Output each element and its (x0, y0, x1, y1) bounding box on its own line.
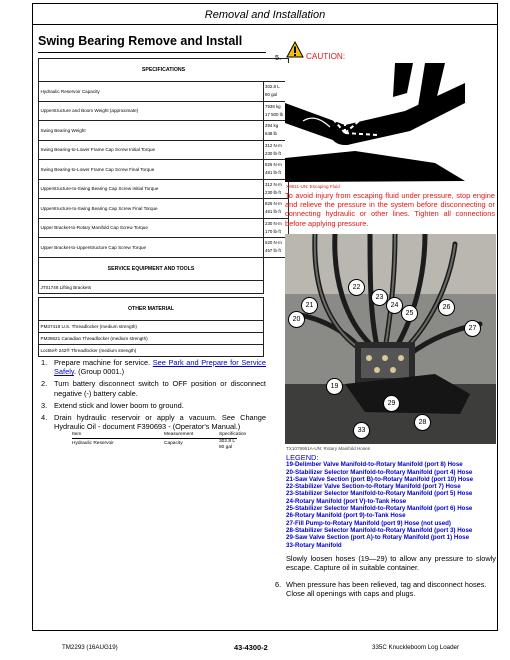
spec-value-metric: 826 N·m (265, 162, 282, 168)
material-item: PM37418 U.S. Threadlocker (medium strength) (39, 321, 264, 333)
section-header: Removal and Installation (204, 9, 326, 21)
spec-label: Upperstructure-to-Swing Bearing Cap Screw Final Torque (39, 199, 264, 219)
spec-value-metric: 312 N·m (265, 181, 282, 187)
step-number: 6. (275, 580, 282, 589)
table-row (39, 82, 289, 102)
legend-item: 27-Fill Pump-to-Rotary Manifold (port 9) Hose (not used) (286, 519, 451, 527)
spec-value-imperial: 481 lb·ft (265, 209, 281, 215)
footer-machine-name: 335C Knuckleboom Log Loader (372, 644, 460, 651)
mini-item: Hydraulic Reservoir (72, 441, 114, 447)
step-4 (38, 413, 266, 451)
spec-value-metric: 302.8 L (265, 84, 280, 90)
title-underline (38, 52, 266, 53)
step-number: 2. (41, 379, 48, 389)
mini-measurement: Capacity (164, 441, 183, 447)
step-text: Drain hydraulic reservoir or apply a vacuum. See Change Hydraulic Oil - document F390693 - (Operator's Manual.) (54, 413, 266, 432)
legend-item: 33-Rotary Manifold (286, 541, 342, 549)
step-number: 3. (41, 400, 48, 410)
table-row (39, 121, 289, 141)
mini-table-header (72, 432, 282, 439)
spec-value-imperial: 457 lb·ft (265, 248, 281, 254)
spec-label: Swing Bearing Weight (39, 121, 264, 141)
table-row (39, 179, 289, 199)
table-row (39, 238, 289, 258)
table-row (39, 218, 289, 238)
callout-28: 28 (414, 414, 431, 431)
callout-20: 20 (288, 311, 305, 328)
caution-text: To avoid injury from escaping fluid under pressure, stop engine and relieve the pressure in the system before disconnecting or connecting hydraulic or other lines. Tighten all connections before applying pressure. (285, 191, 495, 228)
legend-item: 25-Stabilizer Selector Manifold-to-Rotary Manifold (port 6) Hose (286, 505, 473, 513)
spec-value-imperial: 481 lb·ft (265, 170, 281, 176)
mini-spec-metric: 302.8 L (219, 439, 236, 445)
spec-value-metric: 312 N·m (265, 142, 282, 148)
legend-item: 29-Saw Valve Section (port A)-to Rotary Manifold (port 1) Hose (286, 534, 470, 542)
spec-label: Upper Bracket-to-Rotary Manifold Cap Screw Torque (39, 218, 264, 238)
reservoir-spec-table (72, 432, 282, 451)
step-1 (38, 358, 266, 376)
legend-item: 24-Rotary Manifold (port V)-to-Tank Hose (286, 497, 407, 505)
warning-triangle-icon (286, 41, 304, 58)
callout-27: 27 (464, 320, 481, 337)
step-text: When pressure has been relieved, tag and disconnect hoses. Close all openings with caps and plugs. (286, 580, 487, 599)
step-3 (38, 401, 266, 410)
callout-24: 24 (386, 297, 403, 314)
service-equipment-table (38, 257, 264, 294)
escaping-fluid-illustration (285, 63, 465, 182)
callout-22: 22 (348, 279, 365, 296)
step-5-number: 5. (275, 53, 282, 62)
spec-value-imperial: 648 lb (265, 131, 277, 137)
spec-value-metric: 620 N·m (265, 240, 282, 246)
table-row (39, 140, 289, 160)
callout-21: 21 (301, 297, 318, 314)
legend-item: 23-Stabilizer Selector Manifold-to-Rotary Manifold (port 5) Hose (286, 490, 473, 498)
callout-23: 23 (371, 289, 388, 306)
spec-label: Hydraulic Reservoir Capacity (39, 82, 264, 102)
legend-item: 22-Stabilizer Valve Section-to-Rotary Manifold (port 7) Hose (286, 483, 461, 491)
caution-label: CAUTION: (306, 52, 346, 61)
escaping-fluid-caption: X9811-UN: Escaping Fluid (286, 184, 340, 189)
legend-item: 21-Saw Valve Section (port B)-to-Rotary Manifold (port 10) Hose (286, 475, 474, 483)
table-row (39, 281, 264, 294)
spec-value-imperial: 230 lb·ft (265, 150, 281, 156)
legend (286, 454, 496, 549)
loosen-hoses-instruction: Slowly loosen hoses (19—29) to allow any pressure to slowly escape. Capture oil in suitable container. (286, 554, 496, 573)
spec-value-imperial: 170 lb·ft (265, 228, 281, 234)
material-item: PM38621 Canadian Threadlocker (medium strength) (39, 333, 264, 345)
spec-value-imperial: 230 lb·ft (265, 189, 281, 195)
mini-spec-imperial: 80 gal (219, 445, 233, 451)
spec-value-imperial: 17 500 lb (265, 111, 284, 117)
header-divider (32, 24, 498, 25)
table-row (39, 321, 264, 333)
rotary-manifold-hoses-photo (285, 234, 496, 444)
other-material-table (38, 297, 264, 357)
material-item: Loctite® 242® Threadlocker (medium strength) (39, 345, 264, 357)
footer-page-number: 43-4300-2 (234, 643, 268, 652)
step-number: 1. (41, 358, 48, 367)
spec-label: Upperstructure-to-Swing Bearing Cap Screw Initial Torque (39, 179, 264, 199)
spec-value-metric: 230 N·m (265, 220, 282, 226)
spec-value-metric: 294 kg (265, 123, 279, 129)
step-text-suffix: . (Group 0001.) (74, 367, 125, 377)
specifications-table (38, 58, 289, 258)
procedure-steps (38, 358, 266, 454)
park-and-prepare-link[interactable]: See Park and Prepare for Service Safely (54, 358, 266, 377)
mini-header-measurement: Measurement (164, 432, 194, 438)
page-title: Swing Bearing Remove and Install (38, 34, 243, 48)
legend-item: 28-Stabilizer Selector Manifold-to-Rotary Manifold (port 3) Hose (286, 526, 473, 534)
step-2 (38, 379, 266, 397)
step-text: Extend stick and lower boom to ground. (54, 400, 184, 410)
callout-19: 19 (326, 378, 343, 395)
specifications-heading: SPECIFICATIONS (39, 59, 289, 82)
table-row (39, 345, 264, 357)
mini-header-specification: Specification (219, 432, 247, 438)
legend-item: 19-Delimber Valve Manifold-to-Rotary Manifold (port 8) Hose (286, 461, 463, 469)
callout-26: 26 (438, 299, 455, 316)
callout-29: 29 (383, 395, 400, 412)
rotary-manifold-caption: TX1079951A-UN: Rotary Manifold Hoses (286, 446, 371, 451)
legend-item: 26-Rotary Manifold (port 9)-to-Tank Hose (286, 512, 406, 520)
table-row (39, 101, 289, 121)
spec-value-metric: 7938 kg (265, 103, 281, 109)
equipment-item: JT01748 Lifting Brackets (39, 281, 264, 294)
equipment-heading: SERVICE EQUIPMENT AND TOOLS (39, 258, 264, 281)
mini-table-row (72, 439, 282, 451)
step-number: 4. (41, 413, 48, 423)
spec-value-imperial: 80 gal (265, 92, 277, 98)
legend-title: LEGEND: (286, 453, 319, 462)
step-text: Turn battery disconnect switch to OFF position or disconnect negative (-) battery cable. (54, 379, 266, 398)
callout-33: 33 (353, 422, 370, 439)
spec-label: Swing Bearing-to-Lower Frame Cap Screw Initial Torque (39, 140, 264, 160)
spec-label: Swing Bearing-to-Lower Frame Cap Screw Final Torque (39, 160, 264, 180)
spec-label: Upperstructure and Boom Weight (approximate) (39, 101, 264, 121)
material-heading: OTHER MATERIAL (39, 298, 264, 321)
spec-value-metric: 826 N·m (265, 201, 282, 207)
legend-item: 20-Stabilizer Selector Manifold-to-Rotary Manifold (port 4) Hose (286, 468, 473, 476)
callout-25: 25 (401, 305, 418, 322)
table-row (39, 160, 289, 180)
step-6 (273, 580, 495, 598)
mini-header-item: Item (72, 432, 82, 438)
table-row (39, 333, 264, 345)
step-text: Prepare machine for service. (54, 358, 151, 367)
table-row (39, 199, 289, 219)
footer-document-id: TM2293 (16AUG19) (62, 644, 118, 651)
spec-label: Upper Bracket-to-Upperstructure Cap Screw Torque (39, 238, 264, 258)
